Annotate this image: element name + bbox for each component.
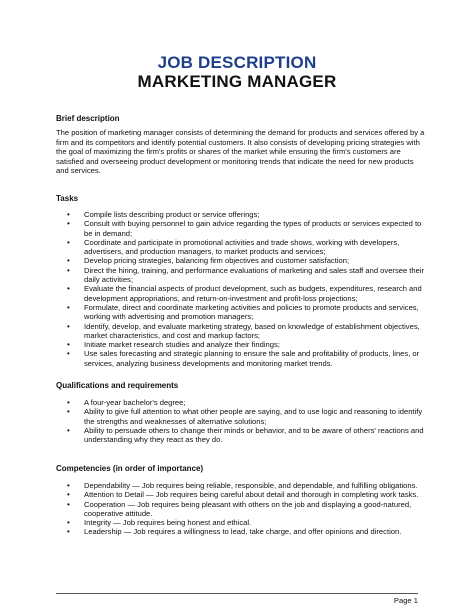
list-item: • Use sales forecasting and strategic planning to ensure the sale and profitability of products, lines, or services, analyzing business developments and monitoring market trends. <box>56 349 426 368</box>
brief-heading: Brief description <box>56 114 120 123</box>
list-item: • Initiate market research studies and analyze their findings; <box>56 340 426 349</box>
list-item: • Identify, develop, and evaluate marketing strategy, based on knowledge of establishment objectives, market characteristics, and cost and markup factors; <box>56 322 426 341</box>
list-item: • Leadership — Job requires a willingness to lead, take charge, and offer opinions and direction. <box>56 527 426 536</box>
page-number: Page 1 <box>393 596 418 605</box>
list-item: • Cooperation — Job requires being pleasant with others on the job and displaying a good-natured, cooperative attitude. <box>56 500 426 519</box>
list-item: • Consult with buying personnel to gain advice regarding the types of products or services expected to be in demand; <box>56 219 426 238</box>
qualifications-heading: Qualifications and requirements <box>56 381 179 390</box>
list-item: • Attention to Detail — Job requires being careful about detail and thorough in completing work tasks. <box>56 490 426 499</box>
list-item: • Formulate, direct and coordinate marketing activities and policies to promote products and services, working with advertising and promotion managers; <box>56 303 426 322</box>
list-item: • Evaluate the financial aspects of product development, such as budgets, expenditures, research and development appropriations, and return-on-investment and profit-loss projections; <box>56 284 426 303</box>
list-item: • Ability to give full attention to what other people are saying, and to use logic and reasoning to identify the strengths and weaknesses of alternative solutions; <box>56 407 426 426</box>
document-title: JOB DESCRIPTION <box>157 53 317 72</box>
tasks-list <box>56 210 426 368</box>
competencies-list <box>56 481 426 537</box>
list-item: • Direct the hiring, training, and performance evaluations of marketing and sales staff and oversee their daily activities; <box>56 266 426 285</box>
list-item: • A four-year bachelor's degree; <box>56 398 426 407</box>
list-item: • Dependability — Job requires being reliable, responsible, and dependable, and fulfilling obligations. <box>56 481 426 490</box>
list-item: • Compile lists describing product or service offerings; <box>56 210 426 219</box>
footer-divider <box>56 593 418 594</box>
brief-text: The position of marketing manager consists of determining the demand for products and services offered by a firm and its competitors and identify potential customers. It also consists of developing pricing strategies with the goal of maximizing the firm's profits or shares of the market while ensuring the firm's customers are satisfied and overseeing product development or monitoring trends that indicate the need for new products and services. <box>56 128 425 176</box>
list-item: • Integrity — Job requires being honest and ethical. <box>56 518 426 527</box>
list-item: • Develop pricing strategies, balancing firm objectives and customer satisfaction; <box>56 256 426 265</box>
list-item: • Ability to persuade others to change their minds or behavior, and to be aware of others' reactions and understanding why they react as they do. <box>56 426 426 445</box>
qualifications-list <box>56 398 426 444</box>
list-item: • Coordinate and participate in promotional activities and trade shows, working with developers, advertisers, and production managers, to market products and services; <box>56 238 426 257</box>
competencies-heading: Competencies (in order of importance) <box>56 464 204 473</box>
tasks-heading: Tasks <box>56 194 79 203</box>
job-title: MARKETING MANAGER <box>137 72 337 91</box>
